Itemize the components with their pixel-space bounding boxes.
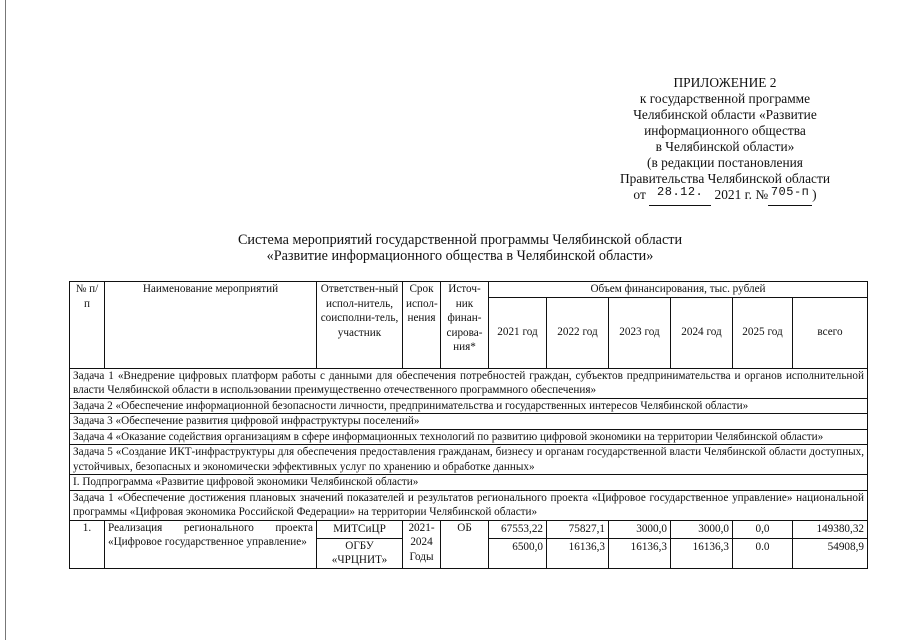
row-term: 2021-2024 Годы: [403, 520, 441, 568]
appendix-line: в Челябинской области»: [655, 139, 795, 154]
subtask-row: Задача 1 «Обеспечение достижения плановых значений показателей и результатов регионального проекта «Цифровое государственное управление» национальной программы «Цифровая экономика Российской Федерации» на территории Челябинской области»: [70, 490, 868, 520]
cell-2021: [489, 520, 547, 568]
amount: 0,0: [755, 522, 770, 535]
page-left-border: [5, 0, 6, 640]
amount: 3000,0: [698, 522, 729, 535]
table-row: [70, 520, 868, 568]
document-title-line: «Развитие информационного общества в Челябинской области»: [266, 248, 654, 264]
decree-date-line: [590, 187, 860, 206]
date-prefix: от: [633, 187, 646, 202]
cell-2022: [547, 520, 609, 568]
appendix-line: (в редакции постановления: [647, 155, 803, 170]
header-year: 2021 год: [489, 297, 547, 368]
appendix-line: информационного общества: [644, 123, 806, 138]
number-field: [768, 185, 812, 206]
row-source: ОБ: [441, 520, 489, 568]
responsible-secondary: ОГБУ «ЧРЦНИТ»: [331, 539, 388, 566]
task-row: Задача 5 «Создание ИКТ-инфраструктуры для обеспечения предоставления гражданам, бизнесу и органам государственной власти Челябинской области доступных, устойчивых, безопасных и экономически эффективных услуг по хранению и обработке данных»: [70, 445, 868, 475]
header-term: Срок испол-нения: [403, 282, 441, 369]
appendix-title: ПРИЛОЖЕНИЕ 2: [673, 75, 777, 90]
header-responsible: Ответствен-ный испол-нитель, соисполни-тель, участник: [317, 282, 403, 369]
task-row: Задача 4 «Оказание содействия организациям в сфере информационных технологий по развитию цифровой экономики на территории Челябинской области»: [70, 429, 868, 445]
activities-table: [69, 281, 868, 569]
document-title-line: Система мероприятий государственной программы Челябинской области: [237, 232, 683, 248]
amount: 16136,3: [547, 538, 608, 556]
appendix-line: Челябинской области «Развитие: [633, 107, 817, 122]
header-funding: Объем финансирования, тыс. рублей: [489, 282, 868, 298]
subprogram-row: I. Подпрограмма «Развитие цифровой экономики Челябинской области»: [70, 475, 868, 491]
document-title: [140, 232, 780, 264]
header-num: № п/п: [70, 282, 105, 369]
amount: 16136,3: [671, 538, 732, 556]
decree-number: 705-п: [770, 185, 810, 199]
year-text: 2021 г. №: [714, 187, 769, 202]
amount: 6500,0: [489, 538, 546, 556]
header-name: Наименование мероприятий: [105, 282, 317, 369]
amount: 149380,32: [816, 522, 864, 535]
amount: 16136,3: [609, 538, 670, 556]
responsible-primary: МИТСиЦР: [317, 521, 402, 539]
header-source: Источ-ник финан-сирова-ния*: [441, 282, 489, 369]
header-total: всего: [793, 297, 868, 368]
date-value: 28.12.: [657, 185, 704, 199]
date-field: [649, 185, 711, 206]
amount: 0.0: [733, 538, 792, 556]
header-year: 2022 год: [547, 297, 609, 368]
cell-2024: [671, 520, 733, 568]
cell-total: [793, 520, 868, 568]
appendix-line: к государственной программе: [639, 91, 811, 106]
amount: 67553,22: [501, 522, 543, 535]
header-year: 2025 год: [733, 297, 793, 368]
cell-2023: [609, 520, 671, 568]
task-row: Задача 3 «Обеспечение развития цифровой инфраструктуры поселений»: [70, 414, 868, 430]
appendix-line: Правительства Челябинской области: [620, 171, 830, 186]
amount: 54908,9: [793, 538, 867, 556]
row-num: 1.: [70, 520, 105, 568]
row-responsible: [317, 520, 403, 568]
task-row: Задача 2 «Обеспечение информационной безопасности личности, предпринимательства и государственных интересов Челябинской области»: [70, 398, 868, 414]
header-year: 2024 год: [671, 297, 733, 368]
amount: 75827,1: [568, 522, 605, 535]
cell-2025: [733, 520, 793, 568]
row-name: Реализация регионального проекта «Цифровое государственное управление»: [105, 520, 317, 568]
header-year: 2023 год: [609, 297, 671, 368]
date-suffix: ): [812, 187, 817, 202]
amount: 3000,0: [636, 522, 667, 535]
appendix-header: [590, 75, 860, 206]
task-row: Задача 1 «Внедрение цифровых платформ работы с данными для обеспечения потребностей граждан, субъектов предпринимательства и органов исполнительной власти Челябинской области в использовании преимущественно отечественного программного обеспечения»: [70, 368, 868, 398]
